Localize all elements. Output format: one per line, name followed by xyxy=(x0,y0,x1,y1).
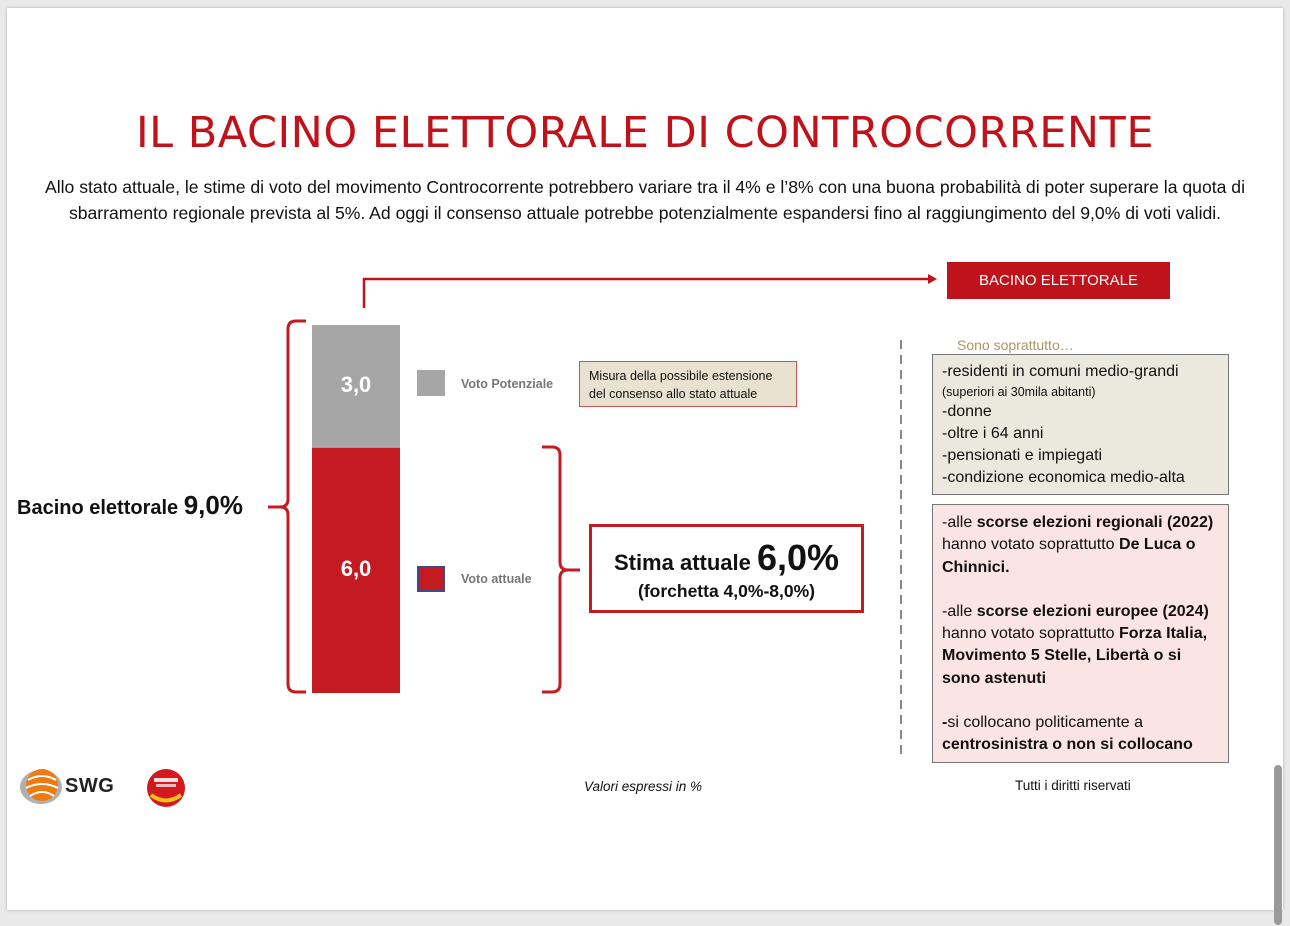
bar-label-attuale: 6,0 xyxy=(340,556,372,582)
profile-line: -donne xyxy=(942,403,992,420)
stima-label: Stima attuale xyxy=(613,550,757,575)
votes-box xyxy=(932,504,1229,763)
votes-regionali: -alle scorse elezioni regionali (2022) hanno votato soprattutto De Luca o Chinnici. xyxy=(942,514,1214,576)
values-note: Valori espressi in % xyxy=(584,779,703,794)
legend-swatch-potenziale xyxy=(417,370,445,396)
stima-box xyxy=(589,524,864,613)
controcorrente-logo-icon xyxy=(146,768,186,808)
profile-line: -residenti in comuni medio-grandi xyxy=(942,363,1179,380)
profile-note: (superiori ai 30mila abitanti) xyxy=(942,385,1096,399)
page-title: IL BACINO ELETTORALE DI CONTROCORRENTE xyxy=(136,108,1154,158)
profile-line: -pensionati e impiegati xyxy=(942,447,1103,464)
profile-line: -oltre i 64 anni xyxy=(942,425,1044,442)
page-subtitle: Allo stato attuale, le stime di voto del movimento Controcorrente potrebbero variare tra il 4% e l’8% con una buona probabilità di poter superare la quota di sbarramento regionale prevista al 5%. Ad oggi il consenso attuale potrebbe potenzialmente espandersi fino al raggiungimento del 9,0% di voti validi. xyxy=(45,177,1245,223)
stima-value: 6,0% xyxy=(756,537,840,578)
bar-label-potenziale: 3,0 xyxy=(340,372,372,398)
profile-box xyxy=(932,354,1229,495)
legend-label-potenziale: Voto Potenziale xyxy=(461,377,554,391)
legend-label-attuale: Voto attuale xyxy=(461,572,532,586)
swg-logo-icon xyxy=(18,766,64,806)
bacino-label xyxy=(17,490,243,521)
bacino-label-value: 9,0% xyxy=(183,490,243,520)
rights-text: Tutti i diritti riservati xyxy=(1015,778,1131,793)
legend-swatch-attuale xyxy=(417,566,445,592)
bacino-elettorale-button: BACINO ELETTORALE xyxy=(947,262,1170,299)
note-box: Misura della possibile estensione del consenso allo stato attuale xyxy=(579,361,797,407)
votes-europee: -alle scorse elezioni europee (2024) hanno votato soprattutto Forza Italia, Movimento 5 Stelle, Libertà o si sono astenuti xyxy=(942,602,1209,687)
profile-line: -condizione economica medio-alta xyxy=(942,469,1185,486)
stima-range: (forchetta 4,0%-8,0%) xyxy=(638,581,815,601)
votes-collocazione: -si collocano politicamente a centrosinistra o non si collocano xyxy=(942,714,1193,754)
sono-label: Sono soprattutto… xyxy=(957,337,1074,353)
bacino-label-text: Bacino elettorale xyxy=(17,497,184,519)
swg-logo-text: SWG xyxy=(65,775,115,797)
